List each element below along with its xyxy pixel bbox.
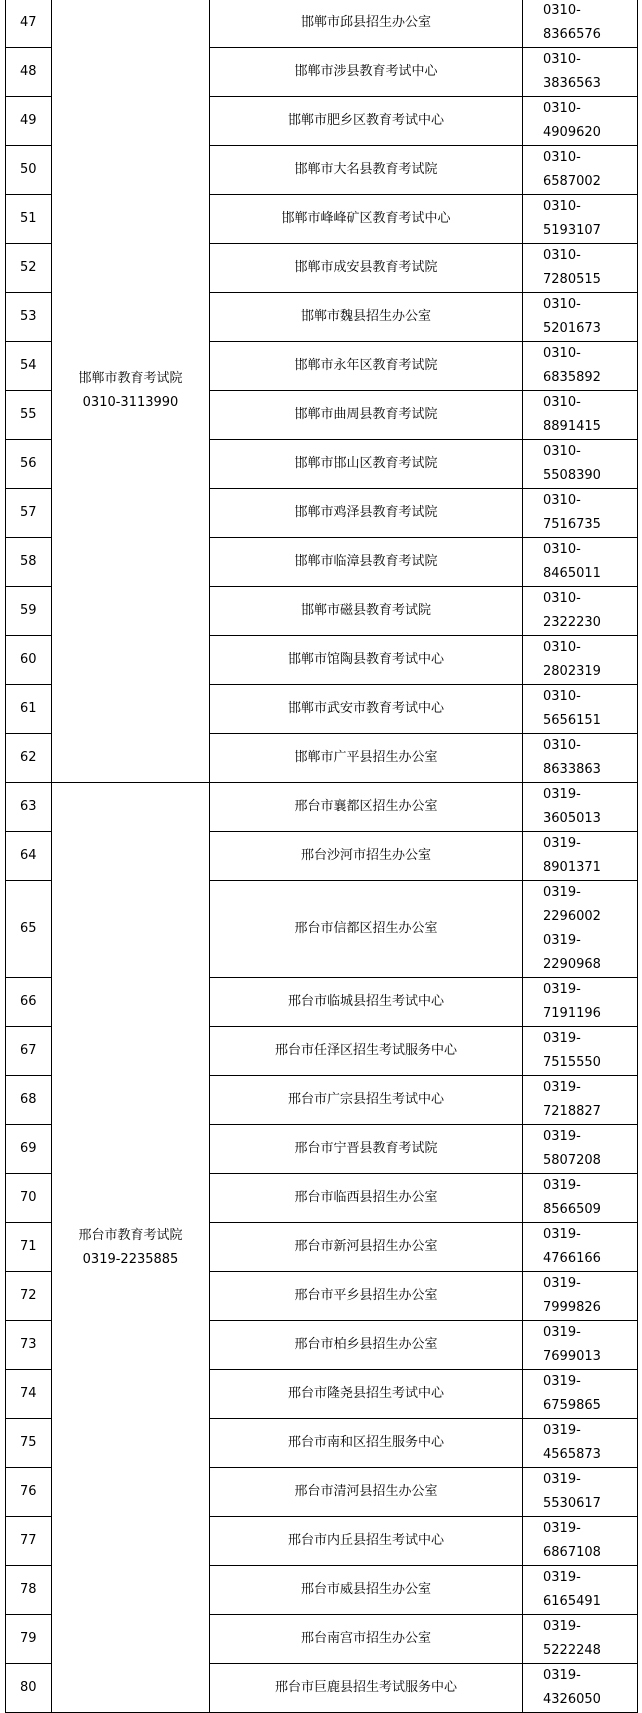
office-phone [523, 1615, 638, 1664]
office-phone [523, 489, 638, 538]
office-name: 邢台市巨鹿县招生考试服务中心 [210, 1664, 523, 1713]
row-number: 54 [6, 342, 52, 391]
office-phone [523, 1664, 638, 1713]
phone-number: 0319-5222248 [543, 1619, 601, 1658]
office-name: 邯郸市峰峰矿区教育考试中心 [210, 195, 523, 244]
phone-number: 0319-7699013 [543, 1325, 601, 1364]
phone-number: 0310-2322230 [543, 591, 601, 630]
row-number: 52 [6, 244, 52, 293]
office-name: 邢台市临城县招生考试中心 [210, 978, 523, 1027]
phone-number: 0310-5193107 [543, 199, 601, 238]
office-name: 邢台市威县招生办公室 [210, 1566, 523, 1615]
office-phone [523, 1468, 638, 1517]
row-number: 53 [6, 293, 52, 342]
office-phone [523, 783, 638, 832]
office-phone [523, 1125, 638, 1174]
row-number: 73 [6, 1321, 52, 1370]
office-phone [523, 48, 638, 97]
phone-number: 0319-2290968 [543, 933, 601, 972]
row-number: 51 [6, 195, 52, 244]
row-number: 75 [6, 1419, 52, 1468]
row-number: 48 [6, 48, 52, 97]
phone-number: 0310-6587002 [543, 150, 601, 189]
office-name: 邯郸市涉县教育考试中心 [210, 48, 523, 97]
office-name: 邯郸市成安县教育考试院 [210, 244, 523, 293]
office-phone [523, 195, 638, 244]
phone-number: 0319-5530617 [543, 1472, 601, 1511]
office-phone [523, 1174, 638, 1223]
office-name: 邯郸市魏县招生办公室 [210, 293, 523, 342]
office-name: 邢台市临西县招生办公室 [210, 1174, 523, 1223]
office-phone [523, 391, 638, 440]
row-number: 66 [6, 978, 52, 1027]
office-phone [523, 1370, 638, 1419]
row-number: 67 [6, 1027, 52, 1076]
office-phone [523, 97, 638, 146]
table-row [6, 0, 638, 48]
row-number: 69 [6, 1125, 52, 1174]
office-name: 邢台市内丘县招生考试中心 [210, 1517, 523, 1566]
office-name: 邯郸市曲周县教育考试院 [210, 391, 523, 440]
phone-number: 0310-5508390 [543, 444, 601, 483]
office-name: 邢台市襄都区招生办公室 [210, 783, 523, 832]
row-number: 79 [6, 1615, 52, 1664]
office-name: 邢台市平乡县招生办公室 [210, 1272, 523, 1321]
authority-phone: 0319-2235885 [82, 1251, 179, 1267]
exam-office-contact-table [5, 0, 638, 1713]
office-phone [523, 1321, 638, 1370]
office-phone [523, 146, 638, 195]
row-number: 50 [6, 146, 52, 195]
row-number: 57 [6, 489, 52, 538]
row-number: 63 [6, 783, 52, 832]
phone-number: 0319-7999826 [543, 1276, 601, 1315]
phone-number: 0319-4565873 [543, 1423, 601, 1462]
office-name: 邢台市隆尧县招生考试中心 [210, 1370, 523, 1419]
row-number: 77 [6, 1517, 52, 1566]
phone-number: 0319-7515550 [543, 1031, 601, 1070]
phone-number: 0319-5807208 [543, 1129, 601, 1168]
phone-number: 0319-4766166 [543, 1227, 601, 1266]
row-number: 70 [6, 1174, 52, 1223]
office-name: 邯郸市馆陶县教育考试中心 [210, 636, 523, 685]
row-number: 68 [6, 1076, 52, 1125]
row-number: 76 [6, 1468, 52, 1517]
row-number: 78 [6, 1566, 52, 1615]
authority-phone: 0310-3113990 [82, 394, 179, 410]
row-number: 56 [6, 440, 52, 489]
phone-number: 0319-2296002 [543, 885, 601, 924]
row-number: 58 [6, 538, 52, 587]
office-phone [523, 0, 638, 48]
office-phone [523, 1566, 638, 1615]
phone-number: 0310-7280515 [543, 248, 601, 287]
office-name: 邢台市新河县招生办公室 [210, 1223, 523, 1272]
office-phone [523, 685, 638, 734]
phone-number: 0310-8465011 [543, 542, 601, 581]
office-name: 邯郸市广平县招生办公室 [210, 734, 523, 783]
row-number: 65 [6, 881, 52, 978]
office-name: 邢台市宁晋县教育考试院 [210, 1125, 523, 1174]
row-number: 80 [6, 1664, 52, 1713]
office-phone [523, 1027, 638, 1076]
phone-number: 0319-3605013 [543, 787, 601, 826]
office-name: 邢台市清河县招生办公室 [210, 1468, 523, 1517]
office-phone [523, 832, 638, 881]
office-name: 邯郸市临漳县教育考试院 [210, 538, 523, 587]
phone-number: 0310-8366576 [543, 3, 601, 42]
office-phone [523, 342, 638, 391]
office-phone [523, 244, 638, 293]
phone-number: 0319-8566509 [543, 1178, 601, 1217]
phone-number: 0319-6759865 [543, 1374, 601, 1413]
phone-number: 0310-8633863 [543, 738, 601, 777]
office-phone [523, 293, 638, 342]
table-row [6, 783, 638, 832]
phone-number: 0319-7218827 [543, 1080, 601, 1119]
office-name: 邢台市任泽区招生考试服务中心 [210, 1027, 523, 1076]
row-number: 47 [6, 0, 52, 48]
row-number: 60 [6, 636, 52, 685]
office-name: 邢台市广宗县招生考试中心 [210, 1076, 523, 1125]
table-body [6, 0, 638, 1713]
office-name: 邯郸市邱县招生办公室 [210, 0, 523, 48]
row-number: 61 [6, 685, 52, 734]
row-number: 64 [6, 832, 52, 881]
office-phone [523, 881, 638, 978]
row-number: 62 [6, 734, 52, 783]
phone-number: 0319-6165491 [543, 1570, 601, 1609]
row-number: 72 [6, 1272, 52, 1321]
authority-cell [52, 783, 210, 1713]
phone-number: 0310-5201673 [543, 297, 601, 336]
office-phone [523, 440, 638, 489]
office-name: 邢台市柏乡县招生办公室 [210, 1321, 523, 1370]
phone-number: 0310-6835892 [543, 346, 601, 385]
office-name: 邢台南宫市招生办公室 [210, 1615, 523, 1664]
office-phone [523, 1517, 638, 1566]
phone-number: 0310-4909620 [543, 101, 601, 140]
office-phone [523, 587, 638, 636]
office-phone [523, 1223, 638, 1272]
office-phone [523, 538, 638, 587]
office-name: 邯郸市邯山区教育考试院 [210, 440, 523, 489]
phone-number: 0319-7191196 [543, 982, 601, 1021]
office-name: 邢台市南和区招生服务中心 [210, 1419, 523, 1468]
row-number: 74 [6, 1370, 52, 1419]
office-name: 邯郸市肥乡区教育考试中心 [210, 97, 523, 146]
row-number: 71 [6, 1223, 52, 1272]
office-name: 邯郸市鸡泽县教育考试院 [210, 489, 523, 538]
row-number: 49 [6, 97, 52, 146]
office-name: 邯郸市磁县教育考试院 [210, 587, 523, 636]
phone-number: 0310-2802319 [543, 640, 601, 679]
authority-name: 邯郸市教育考试院 [78, 370, 183, 386]
office-phone [523, 1419, 638, 1468]
phone-number: 0310-8891415 [543, 395, 601, 434]
phone-number: 0310-3836563 [543, 52, 601, 91]
authority-name: 邢台市教育考试院 [78, 1227, 183, 1243]
authority-cell [52, 0, 210, 783]
phone-number: 0319-6867108 [543, 1521, 601, 1560]
office-phone [523, 1272, 638, 1321]
office-name: 邯郸市大名县教育考试院 [210, 146, 523, 195]
row-number: 59 [6, 587, 52, 636]
phone-number: 0319-4326050 [543, 1668, 601, 1707]
office-name: 邢台沙河市招生办公室 [210, 832, 523, 881]
office-name: 邢台市信都区招生办公室 [210, 881, 523, 978]
office-phone [523, 636, 638, 685]
office-phone [523, 978, 638, 1027]
phone-number: 0310-7516735 [543, 493, 601, 532]
phone-number: 0319-8901371 [543, 836, 601, 875]
phone-number: 0310-5656151 [543, 689, 601, 728]
office-phone [523, 734, 638, 783]
office-phone [523, 1076, 638, 1125]
office-name: 邯郸市武安市教育考试中心 [210, 685, 523, 734]
row-number: 55 [6, 391, 52, 440]
office-name: 邯郸市永年区教育考试院 [210, 342, 523, 391]
